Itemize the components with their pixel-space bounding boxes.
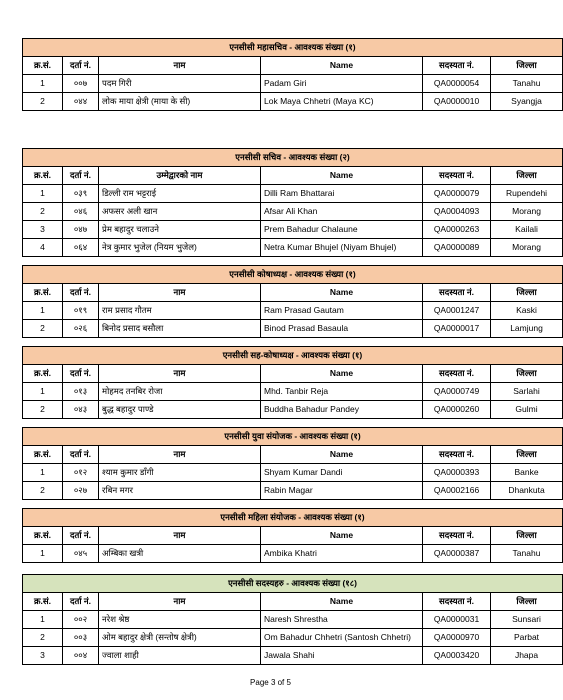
name-en-cell: Padam Giri xyxy=(261,75,423,93)
reg-cell: ००४ xyxy=(63,647,99,665)
table-row xyxy=(23,611,563,629)
name-en-cell: Shyam Kumar Dandi xyxy=(261,464,423,482)
candidate-table xyxy=(22,265,563,338)
member-cell: QA0000387 xyxy=(423,545,491,563)
name-en-cell: Dilli Ram Bhattarai xyxy=(261,185,423,203)
member-cell: QA0000079 xyxy=(423,185,491,203)
table-row xyxy=(23,302,563,320)
table-row xyxy=(23,239,563,257)
col-district-header: जिल्ला xyxy=(491,527,563,545)
member-cell: QA0000010 xyxy=(423,93,491,111)
name-en-cell: Rabin Magar xyxy=(261,482,423,500)
name-np-cell: डिल्ली राम भट्टराई xyxy=(99,185,261,203)
candidate-table xyxy=(22,427,563,500)
name-np-cell: अफसर अली खान xyxy=(99,203,261,221)
member-cell: QA0000749 xyxy=(423,383,491,401)
serial-cell: 1 xyxy=(23,383,63,401)
section-koshadhyaksha xyxy=(22,265,543,338)
col-reg-header: दर्ता नं. xyxy=(63,446,99,464)
section-title: एनसीसी युवा संयोजक - आवश्यक संख्या (१) xyxy=(23,428,563,446)
section-title: एनसीसी सह-कोषाध्यक्ष - आवश्यक संख्या (१) xyxy=(23,347,563,365)
name-en-cell: Ambika Khatri xyxy=(261,545,423,563)
col-member-header: सदस्यता नं. xyxy=(423,284,491,302)
member-cell: QA0002166 xyxy=(423,482,491,500)
name-np-cell: अम्बिका खत्री xyxy=(99,545,261,563)
table-row xyxy=(23,482,563,500)
col-name-np-header: नाम xyxy=(99,527,261,545)
name-en-cell: Jawala Shahi xyxy=(261,647,423,665)
col-name-en-header: Name xyxy=(261,593,423,611)
candidate-table xyxy=(22,574,563,665)
district-cell: Tanahu xyxy=(491,75,563,93)
col-name-en-header: Name xyxy=(261,167,423,185)
name-np-cell: प्रेम बहादुर चलाउने xyxy=(99,221,261,239)
col-district-header: जिल्ला xyxy=(491,446,563,464)
name-np-cell: ओम बहादुर क्षेत्री (सन्तोष क्षेत्री) xyxy=(99,629,261,647)
col-name-en-header: Name xyxy=(261,365,423,383)
reg-cell: ०१३ xyxy=(63,383,99,401)
header-row xyxy=(23,446,563,464)
table-row xyxy=(23,75,563,93)
table-row xyxy=(23,383,563,401)
table-row xyxy=(23,203,563,221)
serial-cell: 2 xyxy=(23,629,63,647)
candidate-table xyxy=(22,148,563,257)
reg-cell: ०२६ xyxy=(63,320,99,338)
district-cell: Banke xyxy=(491,464,563,482)
reg-cell: ०१९ xyxy=(63,302,99,320)
reg-cell: ०४४ xyxy=(63,93,99,111)
name-np-cell: राम प्रसाद गौतम xyxy=(99,302,261,320)
district-cell: Kaski xyxy=(491,302,563,320)
name-np-cell: पदम गिरी xyxy=(99,75,261,93)
header-row xyxy=(23,365,563,383)
col-member-header: सदस्यता नं. xyxy=(423,446,491,464)
member-cell: QA0000263 xyxy=(423,221,491,239)
table-row xyxy=(23,647,563,665)
header-row xyxy=(23,57,563,75)
col-serial-header: क्र.सं. xyxy=(23,167,63,185)
col-reg-header: दर्ता नं. xyxy=(63,167,99,185)
member-cell: QA0001247 xyxy=(423,302,491,320)
name-en-cell: Netra Kumar Bhujel (Niyam Bhujel) xyxy=(261,239,423,257)
table-row xyxy=(23,629,563,647)
section-title-row xyxy=(23,39,563,57)
col-district-header: जिल्ला xyxy=(491,365,563,383)
serial-cell: 1 xyxy=(23,545,63,563)
serial-cell: 1 xyxy=(23,302,63,320)
reg-cell: ०२७ xyxy=(63,482,99,500)
member-cell: QA0000260 xyxy=(423,401,491,419)
col-reg-header: दर्ता नं. xyxy=(63,593,99,611)
name-en-cell: Lok Maya Chhetri (Maya KC) xyxy=(261,93,423,111)
reg-cell: ००३ xyxy=(63,629,99,647)
section-title-row xyxy=(23,347,563,365)
col-serial-header: क्र.सं. xyxy=(23,284,63,302)
table-row xyxy=(23,320,563,338)
section-title: एनसीसी सचिव - आवश्यक संख्या (२) xyxy=(23,149,563,167)
col-name-np-header: नाम xyxy=(99,593,261,611)
serial-cell: 2 xyxy=(23,93,63,111)
member-cell: QA0000970 xyxy=(423,629,491,647)
section-title: एनसीसी महिला संयोजक - आवश्यक संख्या (१) xyxy=(23,509,563,527)
header-row xyxy=(23,284,563,302)
district-cell: Tanahu xyxy=(491,545,563,563)
member-cell: QA0004093 xyxy=(423,203,491,221)
reg-cell: ००२ xyxy=(63,611,99,629)
section-sadasyaharu xyxy=(22,574,541,665)
col-name-en-header: Name xyxy=(261,527,423,545)
col-reg-header: दर्ता नं. xyxy=(63,527,99,545)
header-row xyxy=(23,593,563,611)
table-row xyxy=(23,401,563,419)
reg-cell: ०४३ xyxy=(63,401,99,419)
col-name-np-header: उम्मेद्वारको नाम xyxy=(99,167,261,185)
district-cell: Gulmi xyxy=(491,401,563,419)
col-serial-header: क्र.सं. xyxy=(23,365,63,383)
table-row xyxy=(23,93,563,111)
district-cell: Sarlahi xyxy=(491,383,563,401)
header-row xyxy=(23,527,563,545)
col-name-np-header: नाम xyxy=(99,57,261,75)
col-member-header: सदस्यता नं. xyxy=(423,57,491,75)
serial-cell: 2 xyxy=(23,401,63,419)
candidate-table xyxy=(22,38,563,111)
section-saha-koshadhyaksha xyxy=(22,346,540,419)
serial-cell: 1 xyxy=(23,75,63,93)
name-en-cell: Prem Bahadur Chalaune xyxy=(261,221,423,239)
col-district-header: जिल्ला xyxy=(491,593,563,611)
col-name-np-header: नाम xyxy=(99,284,261,302)
name-np-cell: श्याम कुमार डाँगी xyxy=(99,464,261,482)
district-cell: Kailali xyxy=(491,221,563,239)
name-en-cell: Ram Prasad Gautam xyxy=(261,302,423,320)
name-np-cell: नेत्र कुमार भुजेल (नियम भुजेल) xyxy=(99,239,261,257)
district-cell: Morang xyxy=(491,203,563,221)
section-title: एनसीसी सदस्यहरु - आवश्यक संख्या (१८) xyxy=(23,575,563,593)
serial-cell: 2 xyxy=(23,203,63,221)
col-serial-header: क्र.सं. xyxy=(23,446,63,464)
serial-cell: 3 xyxy=(23,221,63,239)
col-reg-header: दर्ता नं. xyxy=(63,365,99,383)
serial-cell: 1 xyxy=(23,185,63,203)
col-member-header: सदस्यता नं. xyxy=(423,593,491,611)
table-row xyxy=(23,185,563,203)
col-district-header: जिल्ला xyxy=(491,57,563,75)
reg-cell: ०६४ xyxy=(63,239,99,257)
member-cell: QA0000031 xyxy=(423,611,491,629)
col-district-header: जिल्ला xyxy=(491,284,563,302)
col-name-en-header: Name xyxy=(261,446,423,464)
col-member-header: सदस्यता नं. xyxy=(423,167,491,185)
section-title: एनसीसी कोषाध्यक्ष - आवश्यक संख्या (१) xyxy=(23,266,563,284)
member-cell: QA0000017 xyxy=(423,320,491,338)
col-serial-header: क्र.सं. xyxy=(23,57,63,75)
reg-cell: ०४६ xyxy=(63,203,99,221)
col-name-en-header: Name xyxy=(261,57,423,75)
name-np-cell: रबिन मगर xyxy=(99,482,261,500)
col-district-header: जिल्ला xyxy=(491,167,563,185)
member-cell: QA0000089 xyxy=(423,239,491,257)
section-title: एनसीसी महासचिव - आवश्यक संख्या (१) xyxy=(23,39,563,57)
section-title-row xyxy=(23,266,563,284)
district-cell: Syangja xyxy=(491,93,563,111)
section-title-row xyxy=(23,149,563,167)
section-mahila-sanyojak xyxy=(22,508,541,563)
serial-cell: 2 xyxy=(23,320,63,338)
section-title-row xyxy=(23,509,563,527)
header-row xyxy=(23,167,563,185)
serial-cell: 3 xyxy=(23,647,63,665)
name-np-cell: ज्वाला शाही xyxy=(99,647,261,665)
name-en-cell: Binod Prasad Basaula xyxy=(261,320,423,338)
name-np-cell: बुद्ध बहादुर पाण्डे xyxy=(99,401,261,419)
member-cell: QA0000393 xyxy=(423,464,491,482)
name-en-cell: Afsar Ali Khan xyxy=(261,203,423,221)
col-reg-header: दर्ता नं. xyxy=(63,284,99,302)
name-np-cell: नरेश श्रेष्ठ xyxy=(99,611,261,629)
district-cell: Dhankuta xyxy=(491,482,563,500)
section-mahasachiv xyxy=(22,38,542,111)
reg-cell: ००७ xyxy=(63,75,99,93)
candidate-table xyxy=(22,346,563,419)
col-member-header: सदस्यता नं. xyxy=(423,365,491,383)
district-cell: Parbat xyxy=(491,629,563,647)
reg-cell: ०४७ xyxy=(63,221,99,239)
col-reg-header: दर्ता नं. xyxy=(63,57,99,75)
reg-cell: ०३९ xyxy=(63,185,99,203)
district-cell: Rupendehi xyxy=(491,185,563,203)
col-serial-header: क्र.सं. xyxy=(23,527,63,545)
member-cell: QA0003420 xyxy=(423,647,491,665)
col-name-np-header: नाम xyxy=(99,446,261,464)
reg-cell: ०१२ xyxy=(63,464,99,482)
district-cell: Jhapa xyxy=(491,647,563,665)
district-cell: Lamjung xyxy=(491,320,563,338)
name-en-cell: Mhd. Tanbir Reja xyxy=(261,383,423,401)
reg-cell: ०४५ xyxy=(63,545,99,563)
name-en-cell: Naresh Shrestha xyxy=(261,611,423,629)
section-sachiv xyxy=(22,148,548,257)
col-member-header: सदस्यता नं. xyxy=(423,527,491,545)
table-row xyxy=(23,464,563,482)
col-name-np-header: नाम xyxy=(99,365,261,383)
serial-cell: 4 xyxy=(23,239,63,257)
section-yuwa-sanyojak xyxy=(22,427,545,500)
col-serial-header: क्र.सं. xyxy=(23,593,63,611)
serial-cell: 1 xyxy=(23,464,63,482)
candidate-table xyxy=(22,508,563,563)
table-row xyxy=(23,221,563,239)
district-cell: Morang xyxy=(491,239,563,257)
name-en-cell: Om Bahadur Chhetri (Santosh Chhetri) xyxy=(261,629,423,647)
section-title-row xyxy=(23,575,563,593)
table-row xyxy=(23,545,563,563)
name-np-cell: बिनोद प्रसाद बसौला xyxy=(99,320,261,338)
name-np-cell: मोहमद तनबिर रोजा xyxy=(99,383,261,401)
name-np-cell: लोक माया क्षेत्री (माया के सी) xyxy=(99,93,261,111)
col-name-en-header: Name xyxy=(261,284,423,302)
serial-cell: 2 xyxy=(23,482,63,500)
section-title-row xyxy=(23,428,563,446)
district-cell: Sunsari xyxy=(491,611,563,629)
name-en-cell: Buddha Bahadur Pandey xyxy=(261,401,423,419)
member-cell: QA0000054 xyxy=(423,75,491,93)
serial-cell: 1 xyxy=(23,611,63,629)
page-number: Page 3 of 5 xyxy=(250,678,291,687)
